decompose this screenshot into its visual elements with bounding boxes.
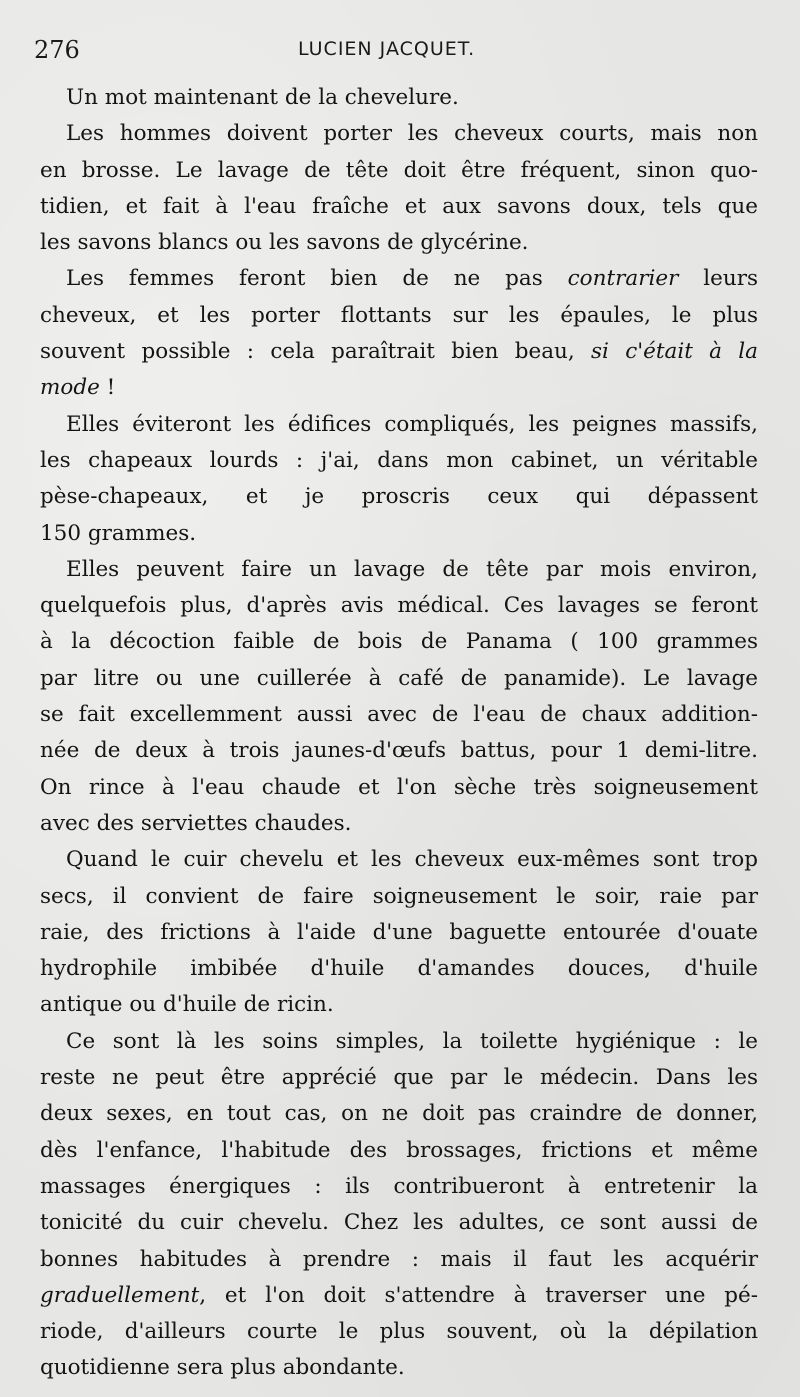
text-line: les chapeaux lourds : j'ai, dans mon cabinet, un véritable: [40, 447, 758, 473]
text-line: Un mot maintenant de la chevelure.: [66, 85, 459, 110]
text-line: en brosse. Le lavage de tête doit être fréquent, sinon quo-: [40, 157, 758, 183]
text-line: secs, il convient de faire soigneusement le soir, raie par: [40, 883, 758, 909]
text-line: tidien, et fait à l'eau fraîche et aux savons doux, tels que: [40, 193, 758, 219]
text-line: raie, des frictions à l'aide d'une baguette entourée d'ouate: [40, 919, 758, 945]
paragraph: [40, 116, 758, 261]
paragraph: [40, 261, 758, 406]
text-line: à la décoction faible de bois de Panama ( 100 grammes: [40, 629, 758, 655]
text-line: Ce sont là les soins simples, la toilette hygiénique : le: [66, 1028, 758, 1054]
text-line: quelquefois plus, d'après avis médical. Ces lavages se feront: [40, 593, 758, 619]
paragraph: [40, 552, 758, 842]
text-line: Quand le cuir chevelu et les cheveux eux-mêmes sont trop: [66, 847, 758, 873]
text-line: Les hommes doivent porter les cheveux courts, mais non: [66, 121, 758, 147]
text-line: riode, d'ailleurs courte le plus souvent, où la dépilation: [40, 1319, 758, 1345]
text-line: souvent possible : cela paraîtrait bien beau, si c'était à la: [40, 339, 758, 365]
text-line: tonicité du cuir chevelu. Chez les adultes, ce sont aussi de: [40, 1210, 758, 1236]
paragraph: [40, 80, 758, 116]
text-line: Elles peuvent faire un lavage de tête par mois environ,: [66, 556, 758, 582]
text-line: reste ne peut être apprécié que par le médecin. Dans les: [40, 1065, 758, 1091]
text-line: antique ou d'huile de ricin.: [40, 992, 334, 1018]
text-line: hydrophile imbibée d'huile d'amandes douces, d'huile: [40, 956, 758, 982]
text-line: 150 grammes.: [40, 520, 197, 546]
text-line: massages énergiques : ils contribueront à entretenir la: [40, 1173, 758, 1199]
text-line: graduellement, et l'on doit s'attendre à traverser une pé-: [40, 1282, 758, 1308]
text-line: par litre ou une cuillerée à café de panamide). Le lavage: [40, 665, 758, 691]
text-line: mode !: [40, 375, 116, 401]
text-line: deux sexes, en tout cas, on ne doit pas craindre de donner,: [40, 1101, 758, 1127]
text-line: se fait excellemment aussi avec de l'eau de chaux addition-: [40, 702, 758, 728]
text-line: les savons blancs ou les savons de glycérine.: [40, 230, 529, 256]
text-line: On rince à l'eau chaude et l'on sèche très soigneusement: [40, 774, 758, 800]
text-line: née de deux à trois jaunes-d'œufs battus, pour 1 demi-litre.: [40, 738, 758, 764]
paragraph: [40, 842, 758, 1023]
text-line: quotidienne sera plus abondante.: [40, 1355, 405, 1381]
page-header: [0, 30, 800, 70]
text-line: avec des serviettes chaudes.: [40, 810, 352, 836]
running-head: LUCIEN JACQUET.: [298, 38, 476, 60]
paragraph: [40, 1024, 758, 1387]
text-line: Elles éviteront les édifices compliqués, les peignes massifs,: [66, 411, 758, 437]
text-line: Les femmes feront bien de ne pas contrarier leurs: [66, 266, 759, 292]
text-line: cheveux, et les porter flottants sur les épaules, le plus: [40, 302, 758, 328]
text-line: dès l'enfance, l'habitude des brossages, frictions et même: [40, 1137, 758, 1163]
text-line: pèse-chapeaux, et je proscris ceux qui dépassent: [40, 484, 758, 510]
text-line: bonnes habitudes à prendre : mais il faut les acquérir: [40, 1246, 758, 1272]
body-text: [40, 80, 758, 1387]
page-number: 276: [34, 36, 80, 64]
paragraph: [40, 407, 758, 552]
